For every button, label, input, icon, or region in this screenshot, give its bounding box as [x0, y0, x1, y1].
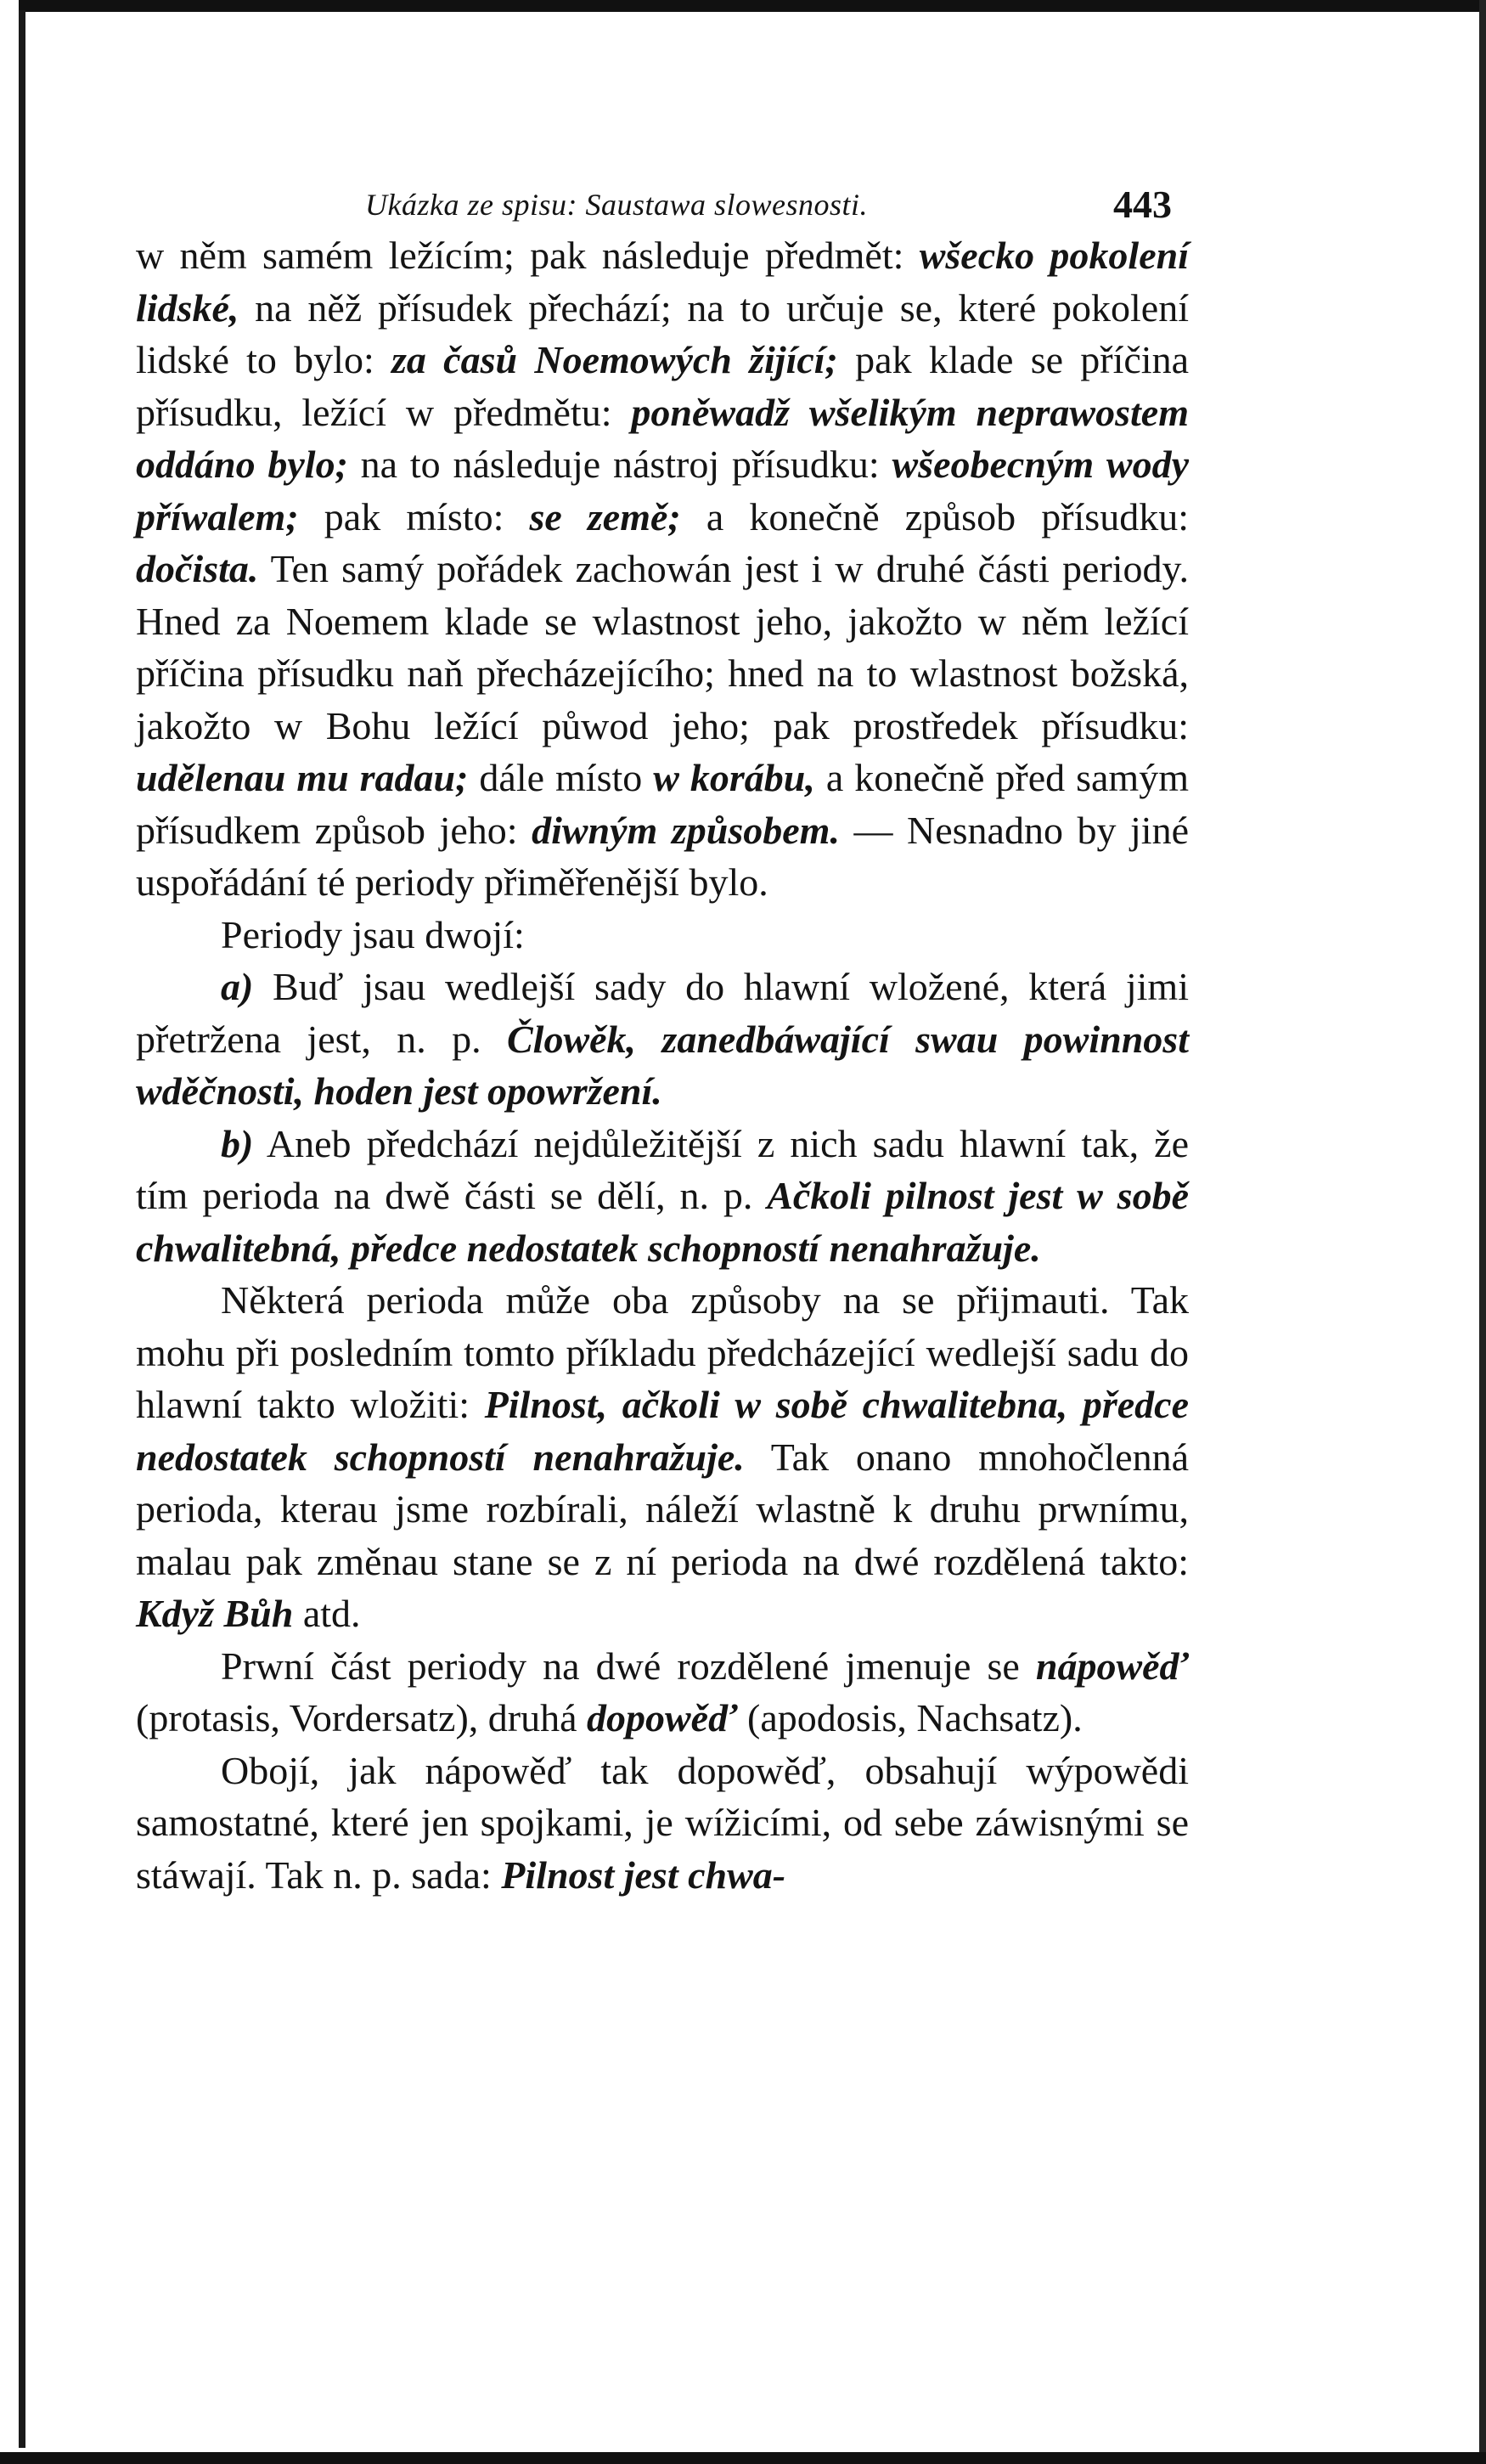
- text-run: a konečně způsob přísudku:: [680, 494, 1189, 538]
- italic-text-run: nápowěď: [1035, 1644, 1189, 1688]
- scan-border-left: [19, 10, 25, 2448]
- italic-text-run: dočista.: [136, 547, 259, 590]
- italic-text-run: a): [221, 965, 254, 1008]
- paragraph: [136, 1274, 1189, 1640]
- text-run: Tak onano mnohočlenná perioda, kterau jsme rozbírali, náleží wlastně k druhu prwnímu, malau pak změnau stane se z ní perioda na dwé rozdělená takto:: [136, 1435, 1189, 1583]
- text-run: pak klade se příčina přísudku, ležící w předmětu:: [136, 338, 1190, 434]
- text-run: Aneb předchází nejdůležitější z nich sadu hlawní tak, že tím perioda na dwě části se dělí, n. p.: [136, 1121, 1189, 1217]
- text-run: a konečně před samým přísudkem způsob jeho:: [136, 756, 1189, 852]
- italic-text-run: se země;: [529, 494, 681, 538]
- paragraph: [136, 1118, 1189, 1275]
- text-run: pak místo:: [298, 494, 530, 538]
- italic-text-run: w korábu,: [653, 756, 815, 799]
- book-page: [136, 170, 1189, 1901]
- paragraph: [136, 1745, 1189, 1902]
- text-run: (apodosis, Nachsatz).: [737, 1696, 1083, 1739]
- italic-text-run: wšecko pokolení lidské,: [136, 234, 1189, 330]
- text-run: — Nesnadno by jiné uspořádání té periody přiměřenější bylo.: [136, 808, 1190, 904]
- scan-border-bottom: [0, 2452, 1486, 2464]
- italic-text-run: Pilnost jest chwa-: [501, 1852, 786, 1897]
- text-run: Buď jsau wedlejší sady do hlawní wložené, která jimi přetržena jest, n. p.: [136, 965, 1189, 1061]
- page-number: 443: [1113, 183, 1172, 226]
- italic-text-run: dopowěď: [587, 1696, 738, 1739]
- italic-text-run: Pilnost, ačkoli w sobě chwalitebna, předce nedostatek schopností nenahražuje.: [136, 1383, 1189, 1479]
- scan-border-top: [19, 0, 1486, 12]
- text-run: atd.: [293, 1592, 361, 1635]
- text-run: Obojí, jak nápowěď tak dopowěď, obsahují wýpowědi samostatné, které jen spojkami, je wížicími, od sebe záwisnými se stáwají. Tak n. p. sada:: [136, 1748, 1189, 1897]
- text-run: Periody jsau dwojí:: [221, 912, 525, 956]
- text-run: Prwní část periody na dwé rozdělené jmenuje se: [221, 1644, 1036, 1688]
- paragraph: [136, 909, 1189, 961]
- paragraph: [136, 1640, 1189, 1745]
- text-run: w něm samém ležícím; pak následuje předmět:: [136, 234, 920, 277]
- scan-border-right: [1479, 0, 1486, 2464]
- italic-text-run: Člowěk, zanedbáwající swau powinnost wděčnosti, hoden jest opowržení.: [136, 1017, 1189, 1113]
- italic-text-run: b): [221, 1121, 254, 1165]
- text-run: Ten samý pořádek zachowán jest i w druhé části periody. Hned za Noemem klade se wlastnost jeho, jakožto w něm ležící příčina přísudku naň přecházejícího; hned na to wlastnost božská, jakožto w Bohu ležící půwod jeho; pak prostředek přísudku:: [136, 547, 1189, 747]
- text-run: na to následuje nástroj přísudku:: [347, 443, 892, 486]
- paragraph: [136, 961, 1189, 1118]
- page-header: [136, 170, 1189, 229]
- italic-text-run: Když Bůh: [136, 1592, 294, 1635]
- body-text: [136, 229, 1189, 1901]
- text-run: dále místo: [468, 756, 654, 799]
- italic-text-run: poněwadž wšelikým neprawostem oddáno bylo;: [136, 390, 1189, 486]
- paragraph: [136, 229, 1189, 909]
- italic-text-run: za časů Noemowých žijící;: [391, 338, 838, 381]
- text-run: na něž přísudek přechází; na to určuje se, které pokolení lidské to bylo:: [136, 285, 1189, 381]
- text-run: Některá perioda může oba způsoby na se přijmauti. Tak mohu při posledním tomto příkladu předcházející wedlejší sadu do hlawní takto wložiti:: [136, 1278, 1189, 1426]
- italic-text-run: udělenau mu radau;: [136, 756, 469, 799]
- running-title: Ukázka ze spisu: Saustawa slowesnosti.: [365, 188, 869, 222]
- italic-text-run: diwným způsobem.: [532, 808, 840, 852]
- text-run: (protasis, Vordersatz), druhá: [136, 1696, 587, 1739]
- italic-text-run: wšeobecným wody příwalem;: [136, 443, 1189, 538]
- italic-text-run: Ačkoli pilnost jest w sobě chwalitebná, předce nedostatek schopností nenahražuje.: [136, 1174, 1189, 1270]
